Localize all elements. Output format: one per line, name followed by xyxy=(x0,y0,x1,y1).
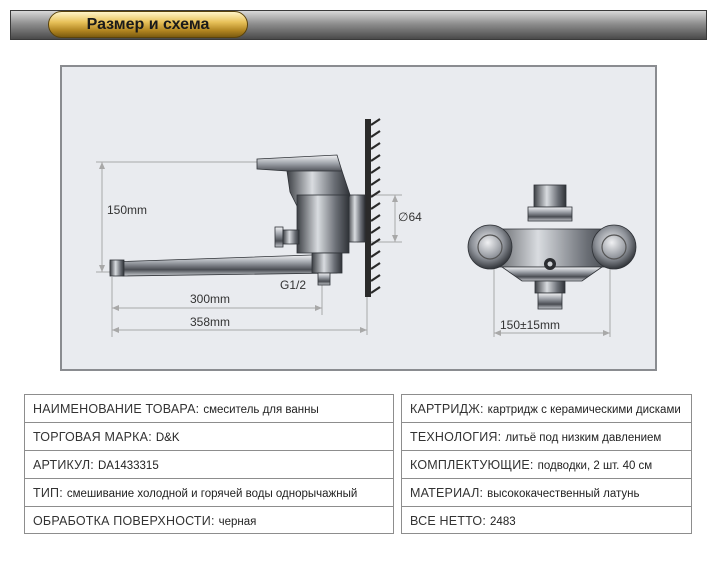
spec-value: DA1433315 xyxy=(97,460,159,472)
spec-label: ТОРГОВАЯ МАРКА: xyxy=(33,430,152,444)
spec-value: смеситель для ванны xyxy=(203,404,319,416)
spec-row xyxy=(25,451,393,479)
dim-total-label: 358mm xyxy=(190,315,231,329)
faucet-side-view-icon xyxy=(110,155,365,285)
spec-value: черная xyxy=(218,516,257,528)
spec-label: ВСЕ НЕТТО: xyxy=(410,514,487,528)
spec-row xyxy=(25,507,393,535)
spec-label: НАИМЕНОВАНИЕ ТОВАРА: xyxy=(33,402,200,416)
spec-value: D&K xyxy=(155,432,180,444)
dim-height-label: 150mm xyxy=(107,203,148,217)
dimension-lines-side xyxy=(96,162,402,337)
dim-diameter-label: ∅64 xyxy=(398,210,422,224)
spec-table-left xyxy=(24,394,394,534)
spec-value: подводки, 2 шт. 40 см xyxy=(537,460,653,472)
dimension-arrows xyxy=(99,162,398,333)
faucet-front-view-icon xyxy=(468,185,636,309)
spec-value: литьё под низким давлением xyxy=(505,432,662,444)
wall-icon xyxy=(365,119,380,297)
spec-row xyxy=(402,423,691,451)
spec-row xyxy=(402,479,691,507)
spec-row xyxy=(402,507,691,535)
spec-table-right xyxy=(401,394,692,534)
spec-row xyxy=(25,423,393,451)
spec-row xyxy=(25,479,393,507)
faucet-diagram xyxy=(62,67,655,369)
dim-thread-label: G1/2 xyxy=(280,278,307,292)
spec-label: ТЕХНОЛОГИЯ: xyxy=(410,430,502,444)
dim-center-distance-label: 150±15mm xyxy=(500,318,560,332)
spec-row xyxy=(25,395,393,423)
spec-label: ТИП: xyxy=(33,486,63,500)
spec-label: АРТИКУЛ: xyxy=(33,458,94,472)
dim-spout-label: 300mm xyxy=(190,292,231,306)
section-title: Размер и схема xyxy=(48,11,248,38)
diagram-panel xyxy=(60,65,657,371)
spec-row xyxy=(402,451,691,479)
spec-value: картридж с керамическими дисками xyxy=(487,404,681,416)
spec-label: КОМПЛЕКТУЮЩИЕ: xyxy=(410,458,534,472)
spec-value: высококачественный латунь xyxy=(487,488,640,500)
spec-label: КАРТРИДЖ: xyxy=(410,402,484,416)
spec-label: МАТЕРИАЛ: xyxy=(410,486,484,500)
spec-row xyxy=(402,395,691,423)
spec-label: ОБРАБОТКА ПОВЕРХНОСТИ: xyxy=(33,514,215,528)
spec-value: 2483 xyxy=(490,516,516,528)
spec-value: смешивание холодной и горячей воды однорычажный xyxy=(66,488,358,500)
